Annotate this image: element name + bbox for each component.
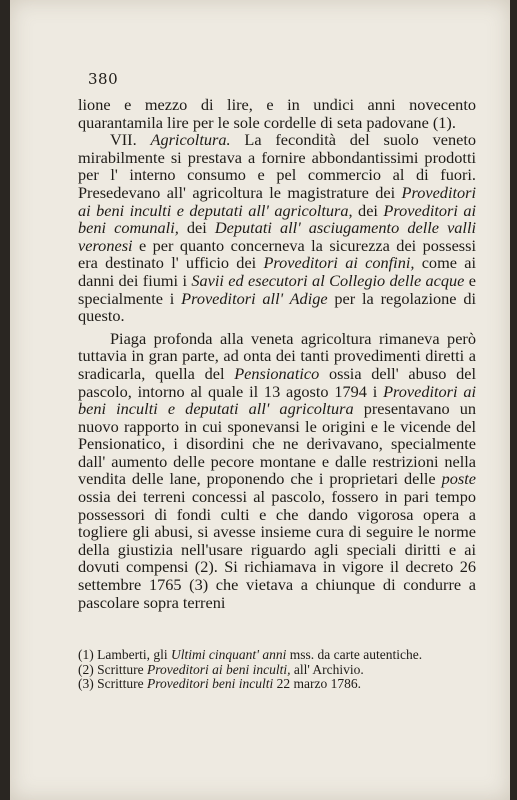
italic-text-segment: Proveditori beni inculti — [146, 676, 274, 691]
page-number: 380 — [88, 70, 119, 88]
text-segment: e specialmente i — [78, 270, 477, 308]
text-segment: VII. — [110, 130, 151, 150]
text-segment: Piaga profonda alla veneta agricoltura rimaneva però tuttavia in gran parte, ad onta dei tanti provedimenti diretti a sradicarla, quella del — [78, 328, 476, 383]
footnote-3 — [78, 677, 476, 692]
text-segment: ossia dell' abuso del pascolo, intorno al quale il 13 agosto 1794 i — [78, 363, 476, 401]
text-segment: lione e mezzo di lire, e in undici anni novecento quarantamila lire per le sole cordelle di seta padovane (1). — [78, 95, 476, 132]
italic-text-segment: poste — [441, 469, 476, 489]
text-segment: presentavano un nuovo rapporto in cui sponevansi le origini e le vicende del Pensionatico, i disordini che ne derivavano, specialmente dall' aumento delle pecore montane e dalle restrizioni nella vendita delle lane, proponendo che i proprietari delle — [78, 399, 476, 489]
text-segment: dei — [178, 218, 215, 238]
text-segment: all' Archivio. — [290, 661, 364, 677]
italic-text-segment: Proveditori ai beni inculti e deputati all' agricoltura, — [78, 182, 476, 220]
text-segment: dei — [352, 200, 384, 220]
text-segment: mss. da carte autentiche. — [286, 647, 423, 662]
italic-text-segment: Proveditori ai beni inculti e deputati all' agricoltura — [78, 381, 476, 419]
italic-text-segment: Pensionatico — [234, 363, 320, 383]
italic-text-segment: Deputati all' asciugamento delle valli veronesi — [78, 218, 477, 255]
text-segment: (3) Scritture — [78, 676, 147, 691]
italic-text-segment: Proveditori all' Adige — [181, 288, 328, 308]
text-segment: (1) Lamberti, gli — [78, 647, 171, 662]
text-segment: 22 marzo 1786. — [273, 676, 361, 691]
italic-text-segment: Proveditori ai beni inculti, — [146, 661, 291, 677]
body-text — [78, 96, 476, 611]
footnote-1 — [78, 648, 476, 663]
italic-text-segment: Ultimi cinquant' anni — [170, 647, 287, 662]
paragraph-pensionatico — [78, 330, 476, 612]
italic-text-segment: Savii ed esecutori al Collegio delle acque — [191, 270, 465, 290]
text-segment: La fecondità del suolo veneto mirabilmente si prestava a fornire abbondantissimi prodotti per l' interno consumo e pel commercio al di fuori. Presedevano all' agricoltura le magistrature dei — [78, 130, 476, 202]
italic-text-segment: Proveditori ai confini, — [263, 253, 415, 273]
paragraph-agricoltura — [78, 131, 476, 325]
text-segment: per la regolazione di questo. — [78, 288, 476, 326]
footnote-2 — [78, 663, 476, 678]
footnotes — [78, 648, 476, 692]
text-segment: come ai danni dei fiumi i — [78, 253, 476, 290]
italic-text-segment: Agricoltura. — [150, 130, 231, 150]
text-segment: (2) Scritture — [78, 661, 147, 677]
paragraph-continued — [78, 96, 476, 131]
text-segment: ossia dei terreni concessi al pascolo, fossero in pari tempo possessori di fondi culti e che dando vigorosa opera a togliere gli abusi, si avesse insieme cura di seguire le norme della giustizia nell'usare riguardo agli speciali diritti e ai dovuti compensi (2). Si richiamava in vigore il decreto 26 settembre 1765 (3) che vietava a chiunque di condurre a pascolare sopra terreni — [78, 487, 476, 612]
italic-text-segment: Proveditori ai beni comunali, — [78, 200, 477, 238]
text-segment: e per quanto concerneva la sicurezza dei possessi era destinato l' ufficio dei — [78, 235, 476, 273]
book-page — [10, 0, 510, 800]
